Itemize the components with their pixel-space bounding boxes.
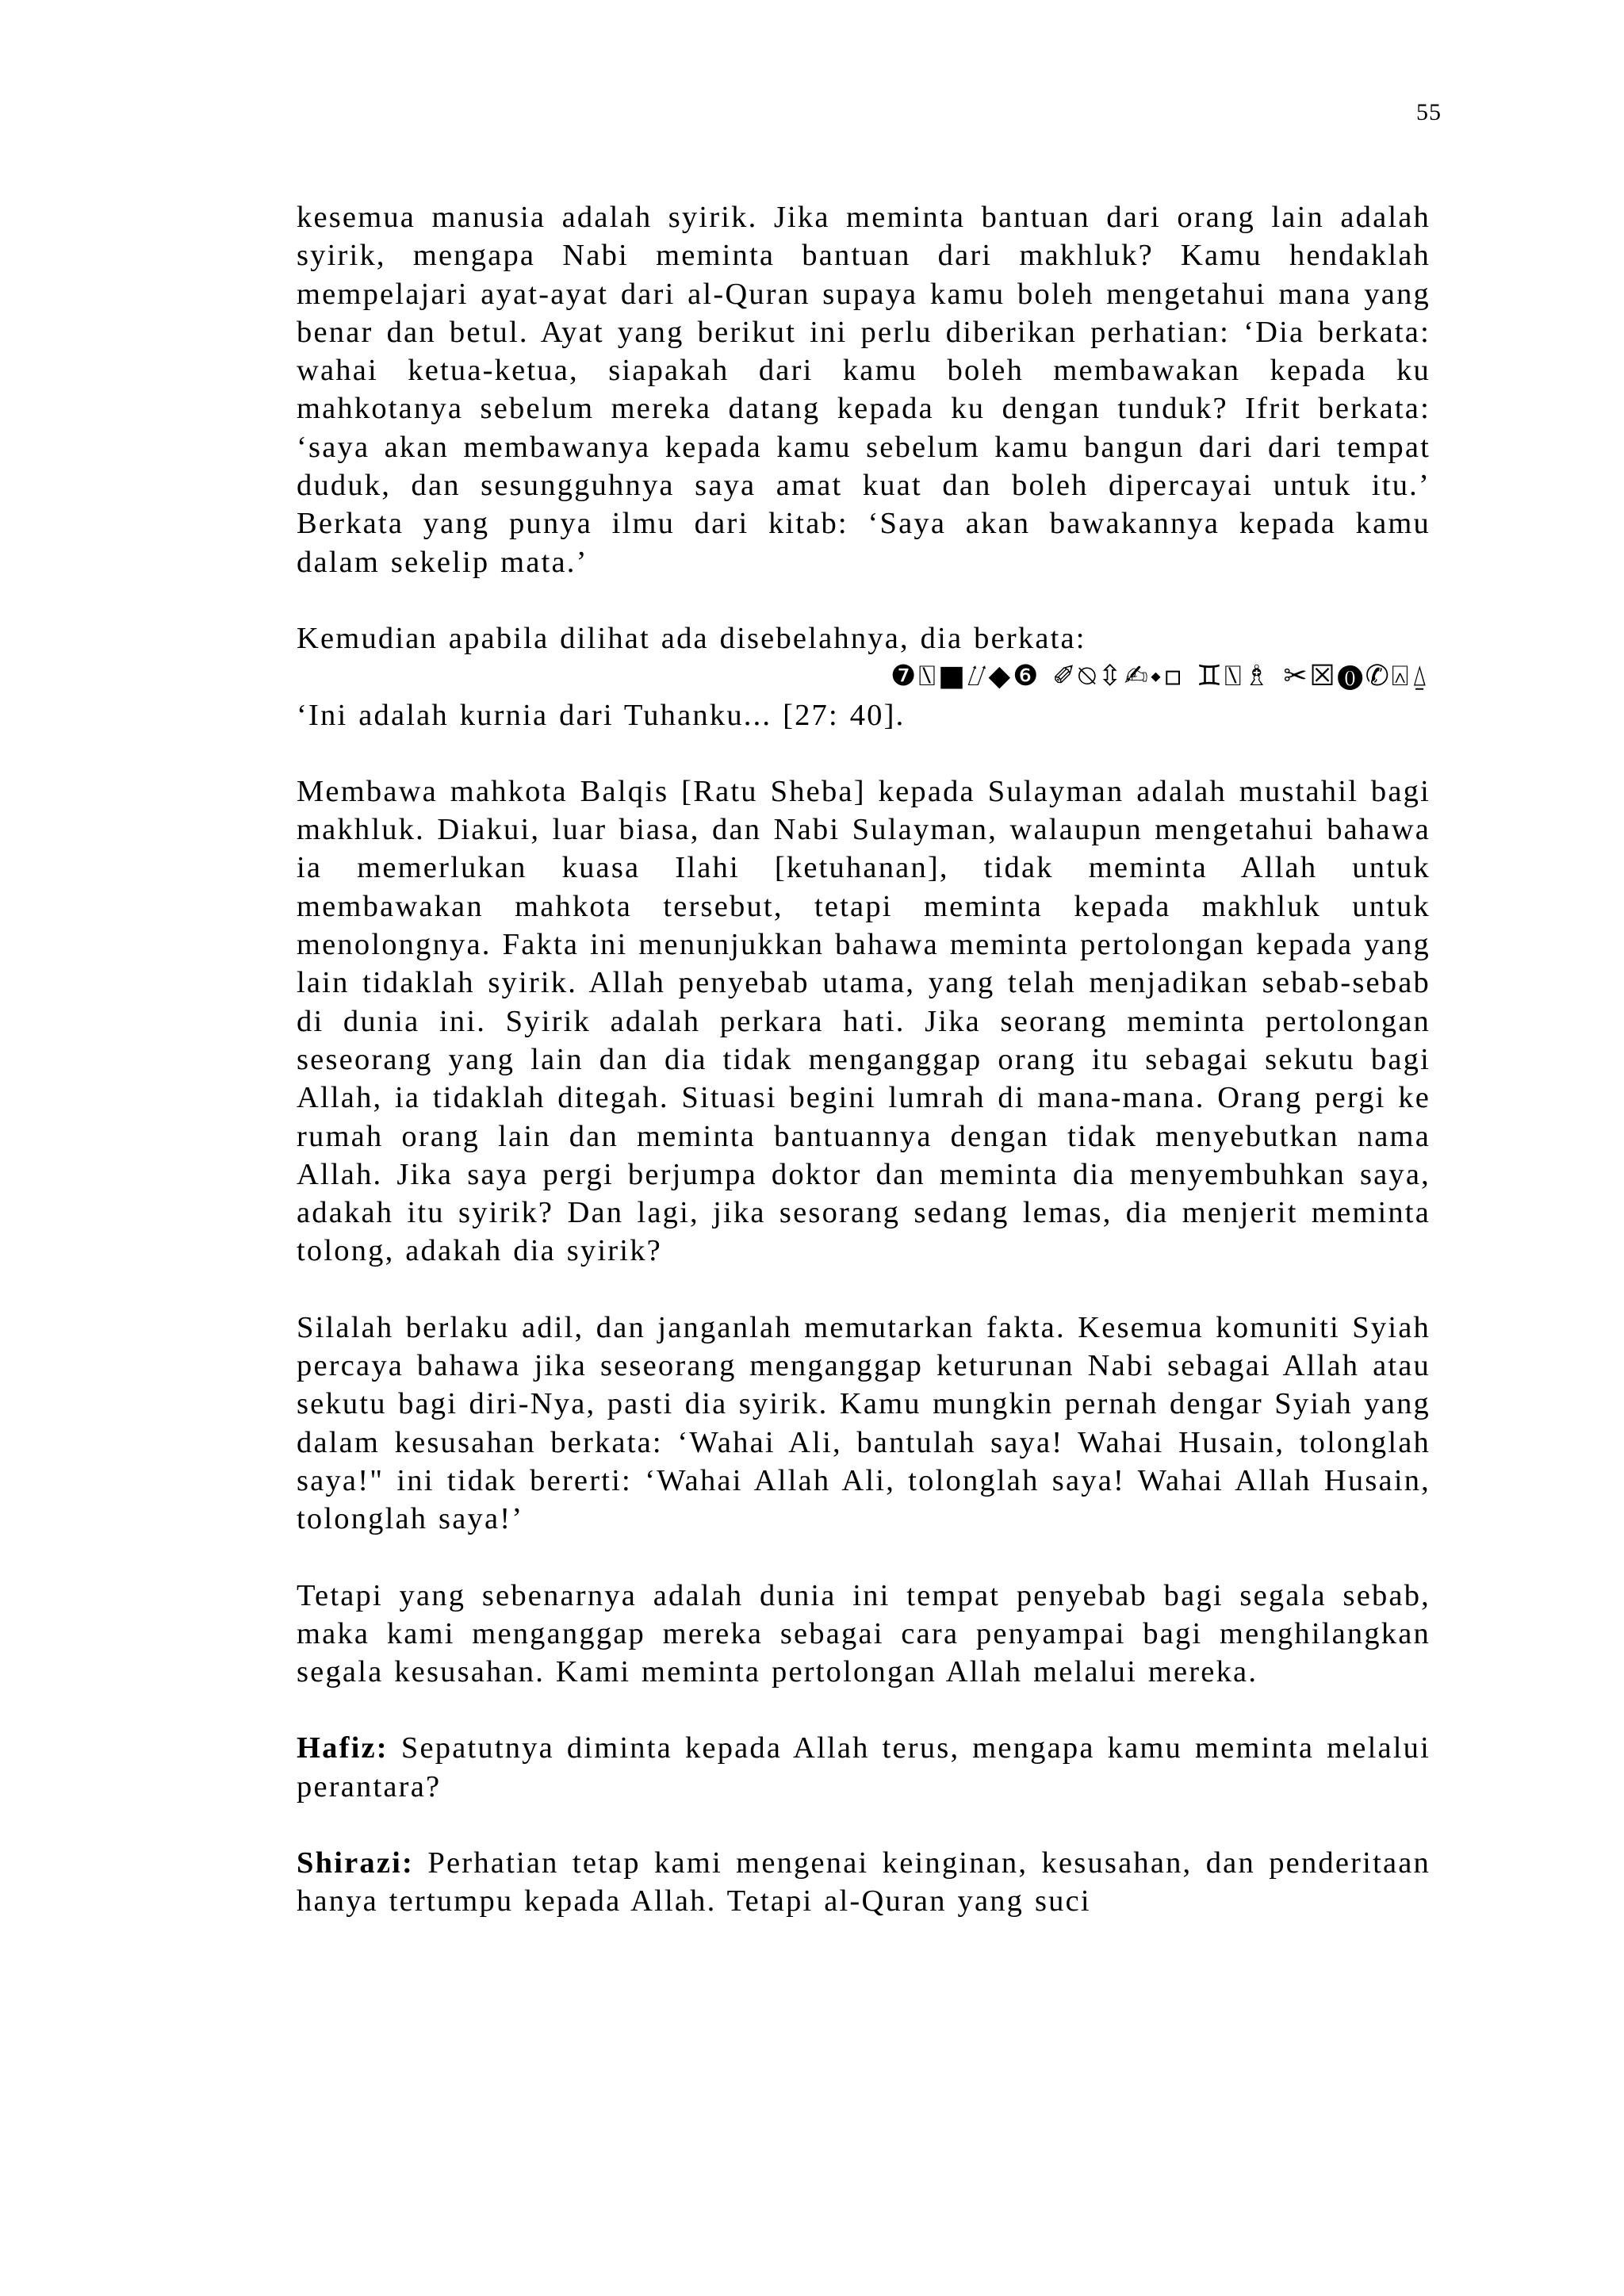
paragraph-gap — [297, 1539, 1431, 1577]
speaker-label-hafiz: Hafiz: — [297, 1731, 389, 1765]
paragraph-gap — [297, 1691, 1431, 1729]
paragraph-gap — [297, 581, 1431, 619]
paragraph-5: Tetapi yang sebenarnya adalah dunia ini tempat penyebab bagi segala sebab, maka kami menganggap mereka sebagai cara penyampai bagi menghilangkan segala kesusahan. Kami meminta pertolongan Allah melalui mereka. — [297, 1578, 1431, 1689]
speaker-label-shirazi: Shirazi: — [297, 1846, 415, 1880]
arabic-verse-glyphs: ❼⍂■⌰◆❻ ✐⍉⇳✍⬩▫ ♊⍂♗ ✂☒⓿✆⍓⍙ — [891, 660, 1431, 693]
paragraph-4: Silalah berlaku adil, dan janganlah memutarkan fakta. Kesemua komuniti Syiah percaya bahawa jika seseorang menganggap keturunan Nabi sebagai Allah atau sekutu bagi diri-Nya, pasti dia syirik. Kamu mungkin pernah dengar Syiah yang dalam kesusahan berkata: ‘Wahai Ali, bantulah saya! Wahai Husain, tolonglah saya!" ini tidak bererti: ‘Wahai Allah Ali, tolonglah saya! Wahai Allah Husain, tolonglah saya!’ — [297, 1310, 1431, 1536]
paragraph-1: kesemua manusia adalah syirik. Jika meminta bantuan dari orang lain adalah syirik, mengapa Nabi meminta bantuan dari makhluk? Kamu hendaklah mempelajari ayat-ayat dari al-Quran supaya kamu boleh mengetahui mana yang benar dan betul. Ayat yang berikut ini perlu diberikan perhatian: ‘Dia berkata: wahai ketua-ketua, siapakah dari kamu boleh membawakan kepada ku mahkotanya sebelum mereka datang kepada ku dengan tunduk? Ifrit berkata: ‘saya akan membawanya kepada kamu sebelum kamu bangun dari dari tempat duduk, dan sesungguhnya saya amat kuat dan boleh dipercayai untuk itu.’ Berkata yang punya ilmu dari kitab: ‘Saya akan bawakannya kepada kamu dalam sekelip mata.’ — [297, 201, 1431, 579]
shirazi-dialogue-text: Perhatian tetap kami mengenai keinginan, kesusahan, dan penderitaan hanya tertumpu kepada Allah. Tetapi al-Quran yang suci — [297, 1846, 1431, 1918]
paragraph-2: Kemudian apabila dilihat ada disebelahnya, dia berkata: — [297, 621, 1086, 655]
paragraph-gap — [297, 1806, 1431, 1844]
page-body — [297, 198, 1431, 1921]
paragraph-3: Membawa mahkota Balqis [Ratu Sheba] kepada Sulayman adalah mustahil bagi makhluk. Diakui, luar biasa, dan Nabi Sulayman, walaupun mengetahui bahawa ia memerlukan kuasa Ilahi [ketuhanan], tidak meminta Allah untuk membawakan mahkota tersebut, tetapi meminta kepada makhluk untuk menolongnya. Fakta ini menunjukkan bahawa meminta pertolongan kepada yang lain tidaklah syirik. Allah penyebab utama, yang telah menjadikan sebab-sebab di dunia ini. Syirik adalah perkara hati. Jika seorang meminta pertolongan seseorang yang lain dan dia tidak menganggap orang itu sebagai sekutu bagi Allah, ia tidaklah ditegah. Situasi begini lumrah di mana-mana. Orang pergi ke rumah orang lain dan meminta bantuannya dengan tidak menyebutkan nama Allah. Jika saya pergi berjumpa doktor dan meminta dia menyembuhkan saya, adakah itu syirik? Dan lagi, jika sesorang sedang lemas, dia menjerit meminta tolong, adakah dia syirik? — [297, 774, 1431, 1268]
shirazi-dialogue — [297, 1844, 1431, 1921]
paragraph-gap — [297, 1271, 1431, 1309]
page-number: 55 — [1416, 99, 1442, 125]
paragraph-gap — [297, 734, 1431, 772]
hafiz-dialogue-text: Sepatutnya diminta kepada Allah terus, mengapa kamu meminta melalui perantara? — [297, 1731, 1431, 1803]
hafiz-dialogue — [297, 1729, 1431, 1806]
verse-translation: ‘Ini adalah kurnia dari Tuhanku... [27: 40]. — [297, 698, 906, 732]
